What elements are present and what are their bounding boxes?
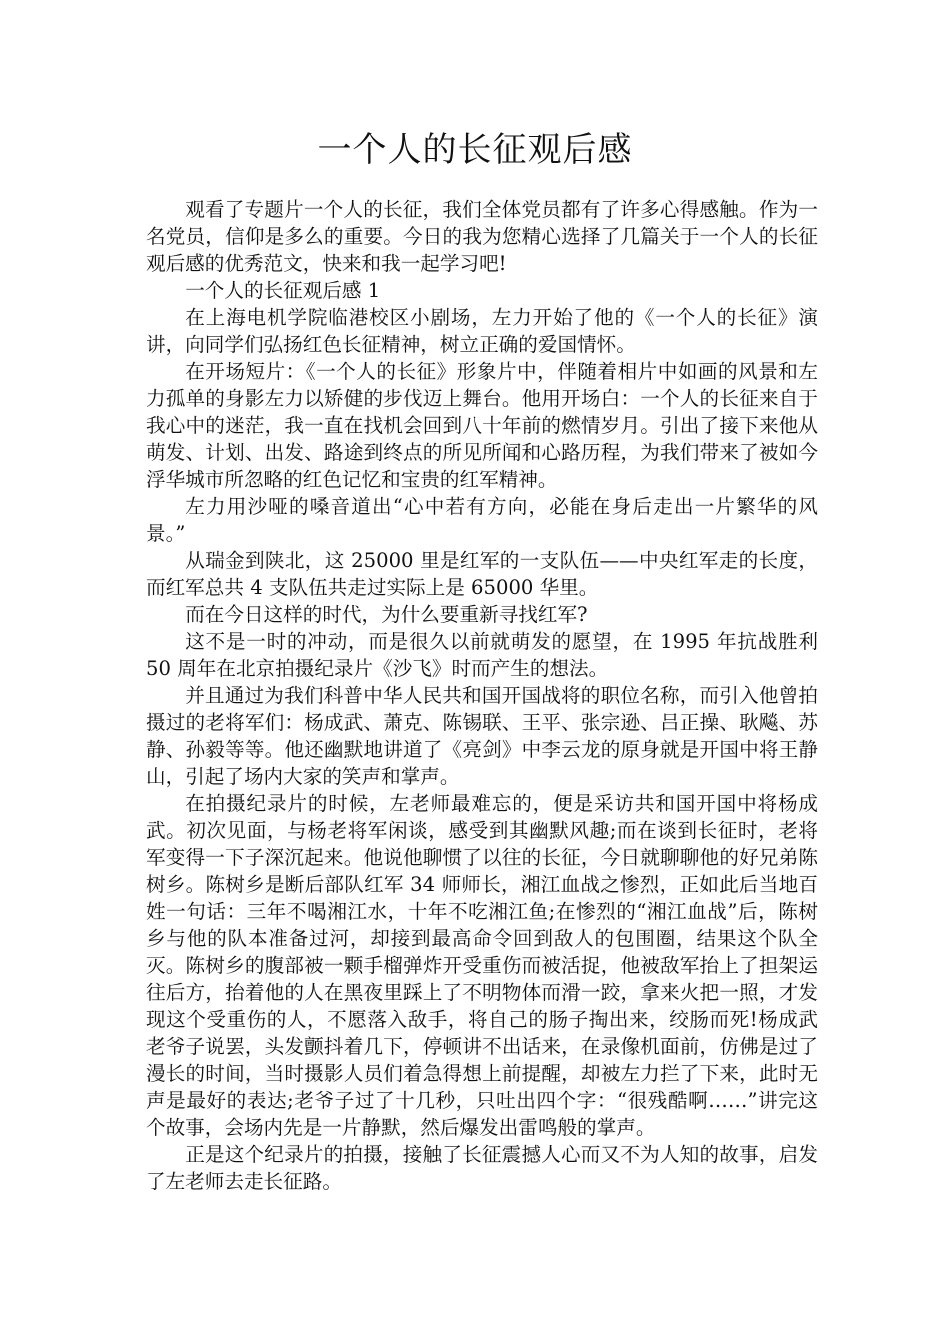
paragraph-intro: 观看了专题片一个人的长征，我们全体党员都有了许多心得感触。作为一名党员，信仰是多么的重要。今日的我为您精心选择了几篇关于一个人的长征观后感的优秀范文，快来和我一起学习吧! bbox=[146, 198, 818, 275]
document-title: 一个人的长征观后感 bbox=[317, 130, 633, 170]
section-heading-1: 一个人的长征观后感 1 bbox=[185, 279, 381, 302]
paragraph: 在开场短片：《一个人的长征》形象片中，伴随着相片中如画的风景和左力孤单的身影左力以矫健的步伐迈上舞台。他用开场白：一个人的长征来自于我心中的迷茫，我一直在找机会回到八十年前的燃情岁月。引出了接下来他从萌发、计划、出发、路途到终点的所见所闻和心路历程，为我们带来了被如今浮华城市所忽略的红色记忆和宝贵的红军精神。 bbox=[146, 360, 818, 491]
paragraph: 从瑞金到陕北，这 25000 里是红军的一支队伍——中央红军走的长度，而红军总共 4 支队伍共走过实际上是 65000 华里。 bbox=[146, 549, 818, 599]
paragraph: 这不是一时的冲动，而是很久以前就萌发的愿望，在 1995 年抗战胜利 50 周年在北京拍摄纪录片《沙飞》时而产生的想法。 bbox=[146, 630, 818, 680]
paragraph: 在拍摄纪录片的时候，左老师最难忘的，便是采访共和国开国中将杨成武。初次见面，与杨老将军闲谈，感受到其幽默风趣;而在谈到长征时，老将军变得一下子深沉起来。他说他聊惯了以往的长征，今日就聊聊他的好兄弟陈树乡。陈树乡是断后部队红军 34 师师长，湘江血战之惨烈，正如此后当地百姓一句话：三年不喝湘江水，十年不吃湘江鱼;在惨烈的“湘江血战”后，陈树乡与他的队本准备过河，却接到最高命令回到敌人的包围圈，结果这个队全灭。陈树乡的腹部被一颗手榴弹炸开受重伤而被活捉，他被敌军抬上了担架运往后方，抬着他的人在黑夜里踩上了不明物体而滑一跤，拿来火把一照，才发现这个受重伤的人，不愿落入敌手，将自己的肠子掏出来，绞肠而死!杨成武老爷子说罢，头发颤抖着几下，停顿讲不出话来，在录像机面前，仿佛是过了漫长的时间，当时摄影人员们着急得想上前提醒，却被左力拦了下来，此时无声是最好的表达;老爷子过了十几秒，只吐出四个字：“很残酷啊……”讲完这个故事，会场内先是一片静默，然后爆发出雷鸣般的掌声。 bbox=[146, 792, 818, 1139]
paragraph: 在上海电机学院临港校区小剧场，左力开始了他的《一个人的长征》演讲，向同学们弘扬红色长征精神，树立正确的爱国情怀。 bbox=[146, 306, 818, 356]
paragraph: 正是这个纪录片的拍摄，接触了长征震撼人心而又不为人知的故事，启发了左老师去走长征路。 bbox=[146, 1143, 818, 1193]
document-body bbox=[146, 196, 818, 1195]
paragraph: 左力用沙哑的嗓音道出“心中若有方向，必能在身后走出一片繁华的风景。” bbox=[146, 495, 818, 545]
paragraph: 而在今日这样的时代，为什么要重新寻找红军? bbox=[185, 603, 588, 626]
paragraph: 并且通过为我们科普中华人民共和国开国战将的职位名称，而引入他曾拍摄过的老将军们：杨成武、萧克、陈锡联、王平、张宗逊、吕正操、耿飚、苏静、孙毅等等。他还幽默地讲道了《亮剑》中李云龙的原身就是开国中将王静山，引起了场内大家的笑声和掌声。 bbox=[146, 684, 818, 788]
